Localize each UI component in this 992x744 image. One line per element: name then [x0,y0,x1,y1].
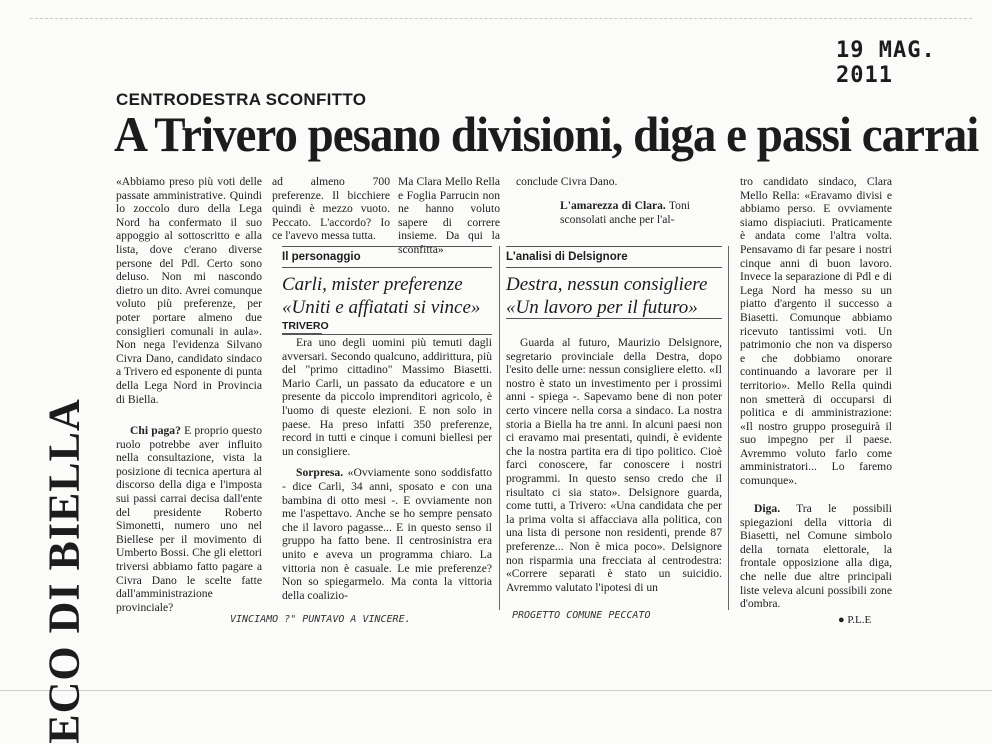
sidebar-box-delsignore [506,246,722,319]
author-signature: ● P.L.E [838,614,872,626]
box-title-line-2: «Uniti e affiatati si vince» [282,297,481,318]
article-column-5-continued [740,502,892,611]
handwritten-note: PROGETTO COMUNE PECCATO [512,610,651,621]
subhead: Diga. [754,502,781,515]
paragraph [116,424,262,614]
box-header [282,246,492,335]
box-body-personaggio [282,336,492,602]
paragraph: «Abbiamo preso più voti delle passate amministrative. Quindi lo zoccolo duro della Lega Nord ha confermato il suo appoggio al sottoscritto e alla lista, dove c'erano diverse persone del Pdl. Certo sono deluso. Non mi nascondo dietro un dito. Avrei comunque voluto più preferenze, per poter portare almeno due consiglieri comunali in aula». Non nega l'evidenza Silvano Civra Dano, candidato sindaco a Trivero ed esponente di punta della Lega Nord in Provincia di Biella. [116,175,262,406]
paragraph: Era uno degli uomini più temuti dagli avversari. Secondo qualcuno, addirittura, più del "primo cittadino" Massimo Biasetti. Mario Carli, un passato da educatore e un presente da piccolo imprenditori agricolo, è l'uomo di queste elezioni. E non solo in paese. Ha preso infatti 350 preferenze, record in tutti e cinque i comuni biellesi per un consigliere. [282,336,492,458]
paragraph-text: E proprio questo ruolo potrebbe aver influito nella consultazione, vista la posizione di tecnica apertura al discorso della diga e l'imposta sui passi carrai decisa dall'ente del presidente Roberto Simonetti, numero uno nel Biellese per il movimento di Umberto Bossi. Che gli elettori triversi abbiamo fatto pagare a Civra Dano le scelte fatte dall'amministrazione provinciale? [116,424,262,614]
sidebar-box-personaggio [282,246,492,335]
headline: A Trivero pesano divisioni, diga e passi carrai [114,107,979,163]
article-column-3 [398,175,500,257]
paragraph: tro candidato sindaco, Clara Mello Rella: «Eravamo divisi e abbiamo perso. E ovviamente siamo dispiaciuti. Praticamente è andata come l'altra volta. Pensavamo di far pesare i nostri cinque anni di buon lavoro. Invece la separazione di Pdl e di Lega Nord ha messo su un piatto d'argento il successo a Biasetti. Comunque abbiamo ricevuto tantissimi voti. Un patrimonio che non va disperso e che dobbiamo onorare continuando a lavorare per il territorio». Mello Rella quindi non smetterà di occuparsi di politica e di amministrazione: «Il nostro gruppo proseguirà il suo impegno per il paese. Avremmo voluto farlo come amministratori... Lo faremo comunque». [740,175,892,488]
subhead: Sorpresa. [296,466,344,480]
date-stamp: 19 MAG. 2011 [836,38,936,88]
article-column-1-continued [116,424,262,614]
paragraph [560,199,690,226]
handwritten-note: VINCIAMO ?" PUNTAVO A VINCERE. [230,614,411,625]
masthead-text: ECO DI BIELLA [39,398,89,744]
box-body-delsignore [506,336,722,594]
box-header [506,246,722,319]
section-kicker: CENTRODESTRA SCONFITTO [116,90,367,109]
article-column-4 [516,175,690,189]
masthead [24,398,104,744]
box-title-line-2: «Un lavoro per il futuro» [506,297,698,318]
paragraph-text: Tra le possibili spiegazioni della vittoria di Biasetti, nel Comune simbolo della tornata elettorale, la frontale opposizione alla diga, che nelle due altre principali liste veleva alcuni possibili zone d'ombra. [740,502,892,611]
article-column-4-subsection [560,199,690,226]
column-divider [499,246,500,610]
subhead: L'amarezza di Clara. [560,199,666,212]
paragraph: Ma Clara Mello Rella e Foglia Parrucin non ne hanno voluto sapere di correre insieme. Da qui la sconfitta» [398,175,500,256]
subhead: Chi paga? [130,424,181,437]
article-column-5 [740,175,892,488]
paragraph-text: Toni sconsolati anche per l'al- [560,199,690,226]
top-rule [30,18,972,19]
column-divider [728,246,729,610]
article-column-2 [272,175,390,243]
box-label: L'analisi di Delsignore [506,251,722,268]
box-title-line-1: Destra, nessun consigliere [506,274,708,295]
paragraph [282,466,492,602]
box-title-line-1: Carli, mister preferenze [282,274,463,295]
box-label: Il personaggio [282,251,492,268]
bottom-rule [0,690,992,691]
byline: TRIVERO [282,320,329,332]
paragraph-text: «Ovviamente sono soddisfatto - dice Carli, 34 anni, sposato e con una bambina di otto mesi -. E ovviamente non me l'aspettavo. Anche se ho sempre pensato che il lavoro pagasse... E in questo senso il gruppo ha fatto bene. Il centrosinistra era unito e aveva un programma chiaro. La vittoria non è casuale. Le mie preferenze? Non so spiegarmelo. Ma conta la vittoria della coalizio- [282,466,492,602]
article-column-1 [116,175,262,406]
paragraph [740,502,892,611]
paragraph: conclude Civra Dano. [516,175,618,188]
paragraph: Guarda al futuro, Maurizio Delsignore, segretario provinciale della Destra, dopo l'esito delle urne: nessun consigliere eletto. «Il nostro è stato un investimento per i prossimi anni - spiega -. Sapevamo bene di non poter certo vincere nella corsa a sindaco. La nostra storia a Biella ha tre anni. In alcuni paesi non ci eravamo mai presentati, quindi, è evidente che la nostra partita era di tipo politico. Cioè farci conoscere, far conoscere i nostri programmi. In questo senso credo che il risultato ci sia stato». Delsignore guarda, come tutti, a Trivero: «Una candidata che per la prima volta si affacciava alla politica, con una lista di persone non residenti, prende 87 preferenze... Non è mica poco». Delsignore non risparmia una frecciata al centrodestra: «Correre separati è stato un suicidio. Avremmo valutato l'ipotesi di un [506,336,722,594]
paragraph: ad almeno 700 preferenze. Il bicchiere quindi è mezzo vuoto. Peccato. L'accordo? Io ce l'avevo messa tutta. [272,175,390,243]
